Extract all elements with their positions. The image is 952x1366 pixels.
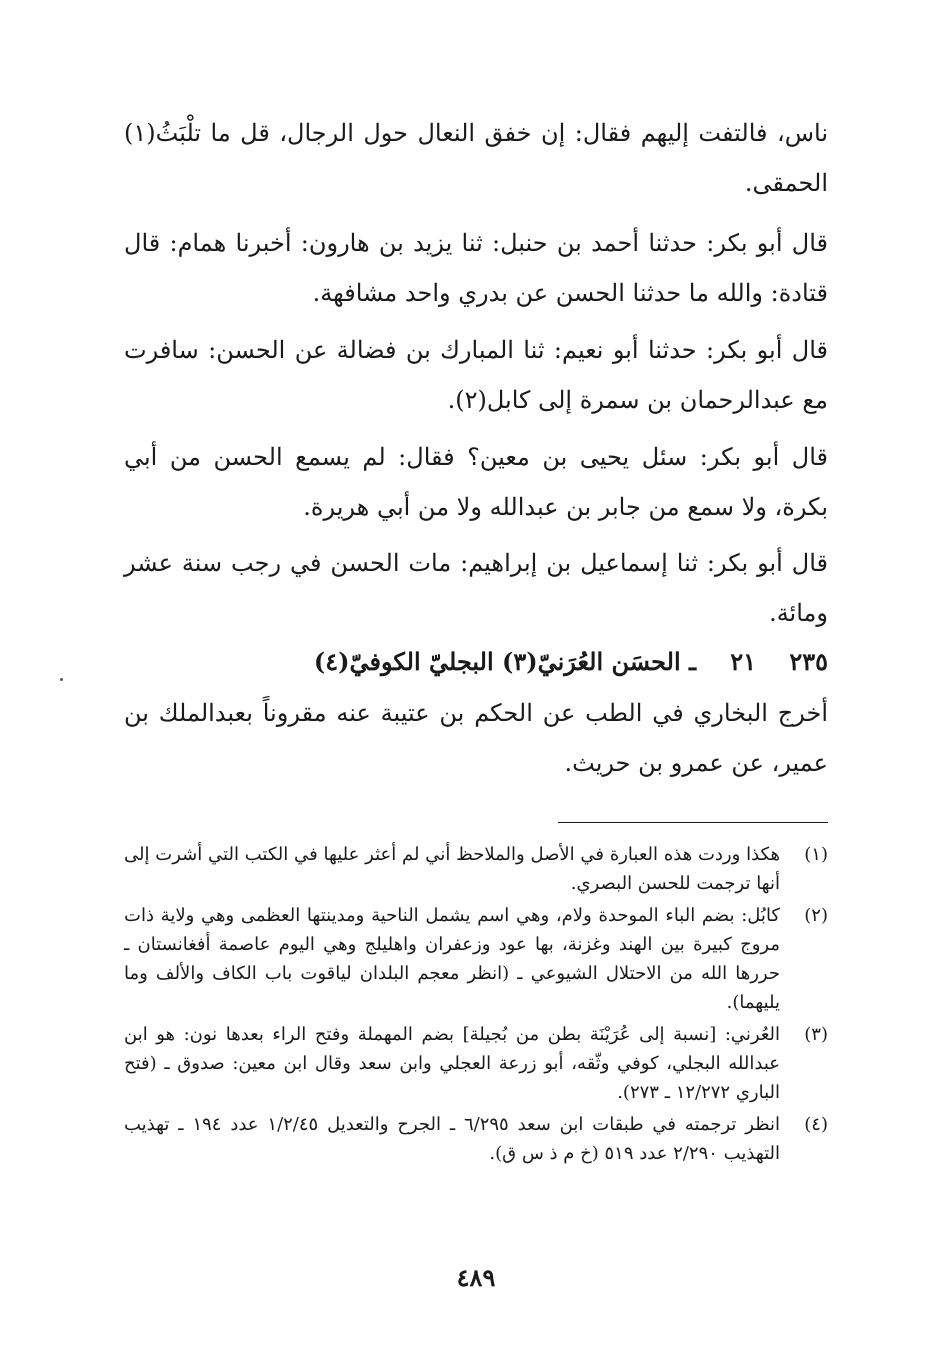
footnotes (124, 840, 828, 1171)
footnote-number: (١) (804, 844, 828, 865)
entry-title: ـ الحسَن العُرَنيّ(٣) البجليّ الكوفيّ(٤) (313, 647, 696, 676)
footnote-text: انظر ترجمته في طبقات ابن سعد ٦/٢٩٥ ـ الجرح والتعديل ١/٢/٤٥ عدد ١٩٤ ـ تهذيب التهذيب ٢/٢٩٠ عدد ٥١٩ (خ م ذ س ق). (124, 1114, 781, 1164)
footnote-text: هكذا وردت هذه العبارة في الأصل والملاحظ أني لم أعثر عليها في الكتب التي أشرت إلى أنها ترجمت للحسن البصري. (124, 844, 780, 894)
footnote-number: (٤) (804, 1114, 828, 1135)
footnote-number: (٣) (804, 1024, 828, 1045)
footnote-1 (124, 840, 828, 898)
footnote-text: العُرني: [نسبة إلى عُرَيْنَة بطن من بُجيلة] بضم المهملة وفتح الراء بعدها نون: هو ابن عبدالله البجلي، كوفي وثّقه، أبو زرعة العجلي وابن سعد وقال ابن معين: صدوق ـ (فتح الباري ١٢/٢٧٢ ـ ٢٧٣). (124, 1024, 780, 1103)
entry-body: أخرج البخاري في الطب عن الحكم بن عتيبة عنه مقروناً بعبدالملك بن عمير، عن عمرو بن حريث. (124, 699, 828, 777)
footnote-2 (124, 901, 828, 1017)
entry-sub-number: ٢١ (730, 647, 756, 676)
paragraph-2: قال أبو بكر: حدثنا أحمد بن حنبل: ثنا يزيد بن هارون: أخبرنا همام: قال قتادة: والله ما حدثنا الحسن عن بدري واحد مشافهة. (124, 229, 828, 307)
entry-number: ٢٣٥ (789, 647, 828, 676)
footnote-3 (124, 1020, 828, 1107)
footnote-divider (558, 822, 828, 823)
paragraph-1: ناس، فالتفت إليهم فقال: إن خفق النعال حول الرجال، قل ما تلْبَثُ(١) الحمقى. (124, 119, 828, 197)
paragraph-3: قال أبو بكر: حدثنا أبو نعيم: ثنا المبارك بن فضالة عن الحسن: سافرت مع عبدالرحمان بن سمرة إلى كابل(٢). (124, 336, 828, 414)
paragraph-5: قال أبو بكر: ثنا إسماعيل بن إبراهيم: مات الحسن في رجب سنة عشر ومائة. (124, 549, 828, 627)
footnote-4 (124, 1110, 828, 1168)
footnote-text: كابُل: بضم الباء الموحدة ولام، وهي اسم يشمل الناحية ومدينتها العظمى وهي ولاية ذات مروج كبيرة بين الهند وغزنة، بها عود وزعفران واهليلج وهي اليوم عاصمة أفغانستان ـ حررها الله من الاحتلال الشيوعي ـ (انظر معجم البلدان لياقوت باب الكاف والألف وما يليهما). (124, 905, 780, 1013)
entry-heading (124, 642, 828, 682)
page-number: ٤٨٩ (456, 1263, 496, 1292)
scan-speck (60, 678, 63, 681)
footnote-number: (٢) (804, 905, 828, 926)
paragraph-4: قال أبو بكر: سئل يحيى بن معين؟ فقال: لم يسمع الحسن من أبي بكرة، ولا سمع من جابر بن عبدالله ولا من أبي هريرة. (124, 443, 828, 521)
